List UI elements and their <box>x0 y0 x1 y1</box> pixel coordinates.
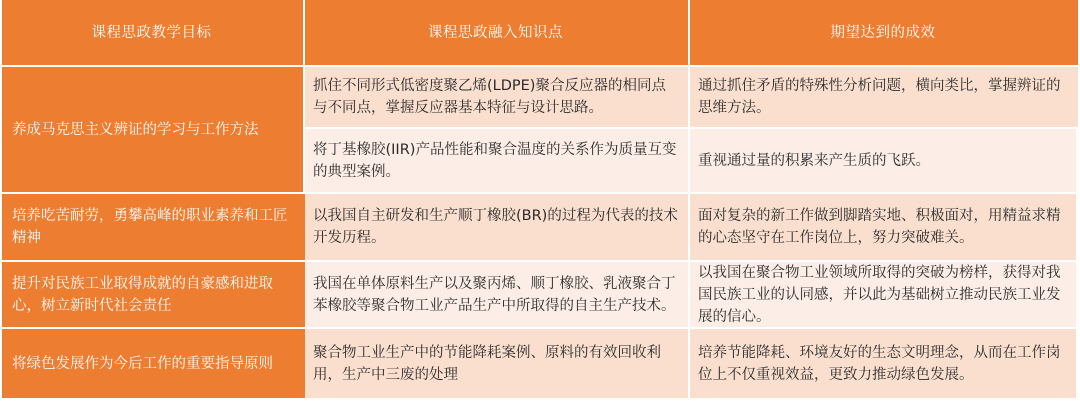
row-effect-1a: 通过抓住矛盾的特殊性分析问题，横向类比，掌握辨证的思维方法。 <box>690 67 1078 129</box>
row-effect-1b: 重视通过量的积累来产生质的飞跃。 <box>690 129 1078 194</box>
row-goal-3: 提升对民族工业取得成就的自豪感和进取心，树立新时代社会责任 <box>2 262 305 329</box>
row-point-4: 聚合物工业生产中的节能降耗案例、原料的有效回收利用，生产中三废的处理 <box>305 329 690 400</box>
row-point-1a: 抓住不同形式低密度聚乙烯(LDPE)聚合反应器的相同点与不同点，掌握反应器基本特征与设计思路。 <box>305 67 690 129</box>
row-effect-4: 培养节能降耗、环境友好的生态文明理念，从而在工作岗位上不仅重视效益，更致力推动绿色发展。 <box>690 329 1078 400</box>
row-goal-2: 培养吃苦耐劳，勇攀高峰的职业素养和工匠精神 <box>2 194 305 262</box>
header-knowledge-points: 课程思政融入知识点 <box>305 0 690 67</box>
header-expected-effect: 期望达到的成效 <box>690 0 1078 67</box>
header-teaching-goal: 课程思政教学目标 <box>2 0 305 67</box>
row-point-2: 以我国自主研发和生产顺丁橡胶(BR)的过程为代表的技术开发历程。 <box>305 194 690 262</box>
row-effect-2: 面对复杂的新工作做到脚踏实地、积极面对，用精益求精的心态坚守在工作岗位上，努力突破难关。 <box>690 194 1078 262</box>
row-point-1b: 将丁基橡胶(IIR)产品性能和聚合温度的关系作为质量互变的典型案例。 <box>305 129 690 194</box>
row-effect-3: 以我国在聚合物工业领域所取得的突破为榜样，获得对我国民族工业的认同感，并以此为基础树立推动民族工业发展的信心。 <box>690 262 1078 329</box>
course-ideology-table <box>2 0 1078 400</box>
row-point-3: 我国在单体原料生产以及聚丙烯、顺丁橡胶、乳液聚合丁苯橡胶等聚合物工业产品生产中所取得的自主生产技术。 <box>305 262 690 329</box>
row-goal-4: 将绿色发展作为今后工作的重要指导原则 <box>2 329 305 400</box>
row-goal-1: 养成马克思主义辨证的学习与工作方法 <box>2 67 305 194</box>
